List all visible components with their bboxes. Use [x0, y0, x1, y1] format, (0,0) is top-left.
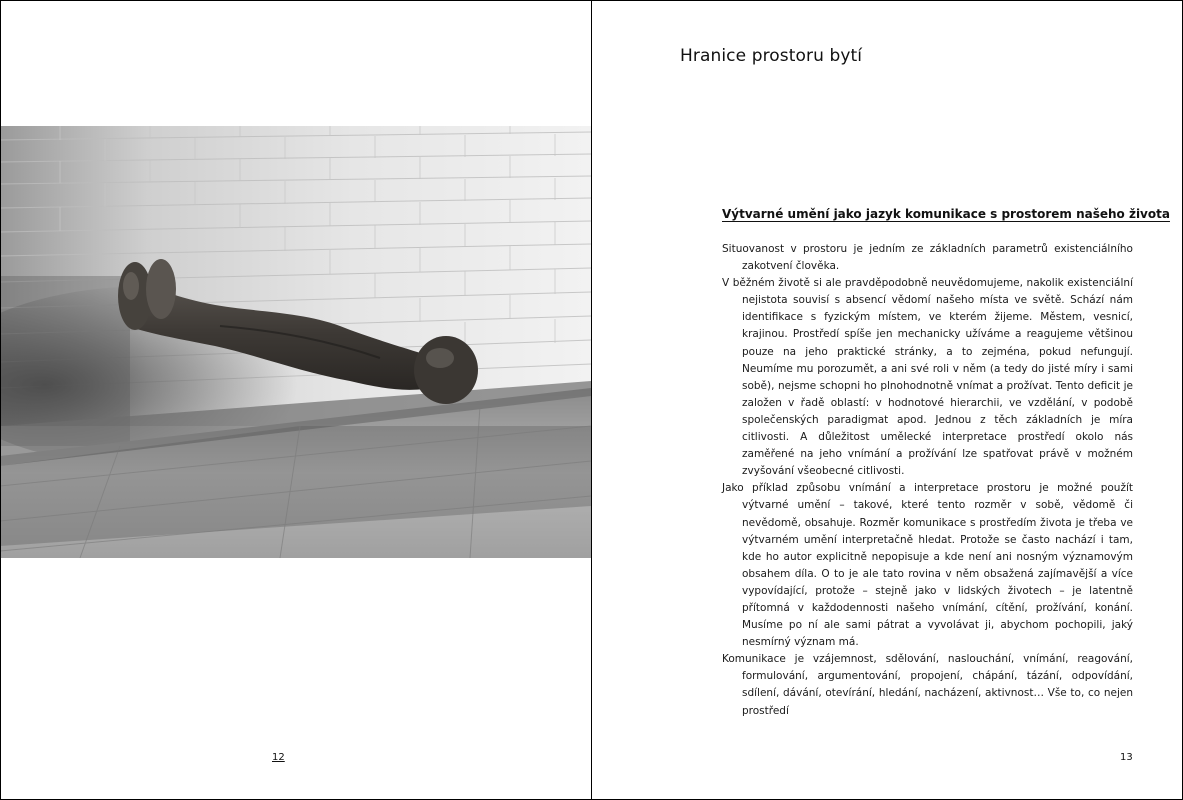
left-page-number: 12: [272, 752, 285, 763]
right-page-number: 13: [1120, 752, 1133, 763]
left-page: [0, 0, 591, 800]
paragraph: Jako příklad způsobu vnímání a interpretace prostoru je možné použít výtvarné umění – takové, které tento rozměr v sobě, vědomě či nevědomě, obsahuje. Rozměr komunikace s prostředím života je třeba ve výtvarném umění interpretačně hledat. Protože se často nachází i tam, kde ho autor explicitně nepopisuje a kde není ani nosným významovým obsahem díla. O to je ale tato rovina v něm obsažená zajímavější a více vypovídající, protože – stejně jako v lidských životech – je latentně přítomná v každodennosti našeho vnímání, cítění, prožívání, konání. Musíme po ní ale sami pátrat a vyvolávat ji, abychom pochopili, jaký nesmírný význam má.: [722, 482, 1133, 649]
sculpture-photo: [0, 126, 591, 558]
paragraph: Situovanost v prostoru je jedním ze základních parametrů existenciálního zakotvení člověka.: [722, 243, 1133, 273]
body-text: [722, 241, 1133, 720]
chapter-title: Hranice prostoru bytí: [680, 46, 863, 66]
right-page: [592, 0, 1183, 800]
section-heading: Výtvarné umění jako jazyk komunikace s prostorem našeho života: [722, 207, 1170, 221]
paragraph: Komunikace je vzájemnost, sdělování, naslouchání, vnímání, reagování, formulování, argumentování, propojení, chápání, tázání, odpovídání, sdílení, dávání, otevírání, hledání, nacházení, aktivnost… Vše to, co nejen prostředí: [722, 653, 1133, 717]
paragraph: V běžném životě si ale pravděpodobně neuvědomujeme, nakolik existenciální nejistota souvisí s absencí vědomí našeho místa ve světě. Schází nám identifikace s fyzickým místem, ve kterém žijeme. Městem, vesnicí, krajinou. Prostředí spíše jen mechanicky užíváme a reagujeme většinou pouze na jeho praktické stránky, a to zejména, pokud nefungují. Neumíme mu porozumět, a ani své roli v něm (a tedy do jisté míry i sami sobě), nejsme schopni ho plnohodnotně vnímat a prožívat. Tento deficit je založen v řadě oblastí: v hodnotové hierarchii, ve vzdělání, v podobě společenských paradigmat apod. Jednou z těch základních je míra citlivosti. A důležitost umělecké interpretace prostředí okolo nás zaměřené na jeho vnímání a prožívání lze spatřovat právě v možném zvyšování všeobecné citlivosti.: [722, 277, 1133, 478]
